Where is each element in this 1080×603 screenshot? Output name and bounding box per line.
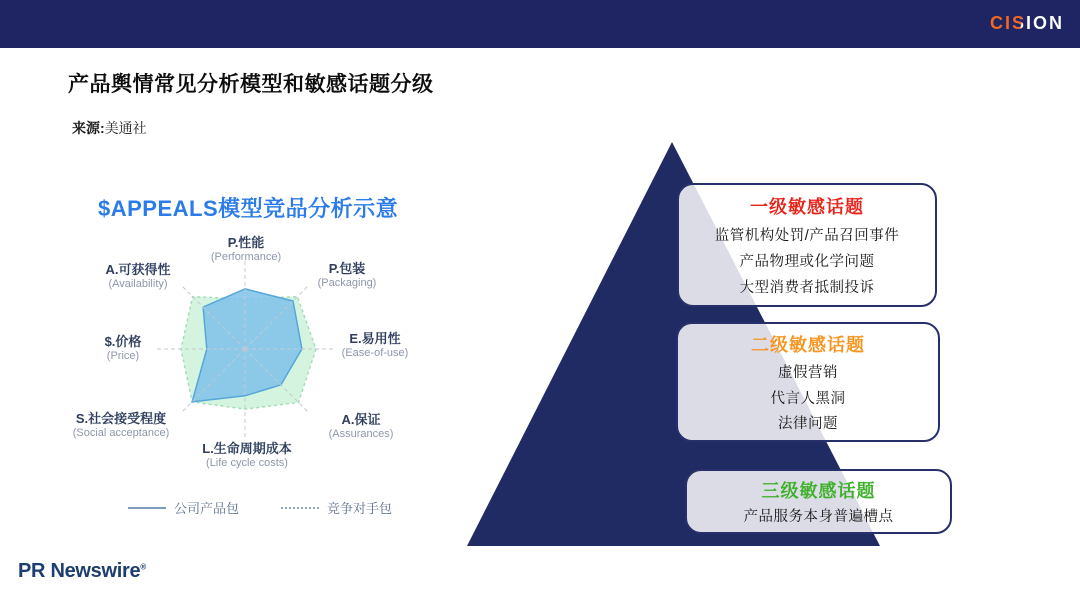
axis-label-price: $.价格 (Price) (104, 334, 142, 362)
cision-logo: CISION (989, 13, 1064, 33)
source-label: 来源: (72, 120, 105, 136)
legend-line-dashed (281, 507, 319, 509)
level-3-item: 产品服务本身普遍槽点 (743, 509, 894, 526)
page-title: 产品舆情常见分析模型和敏感话题分级 (68, 73, 434, 96)
level-1-item: 监管机构处罚/产品召回事件 (714, 228, 900, 244)
source-line (72, 118, 147, 138)
radar-legend (90, 498, 430, 517)
legend-item-competitor (281, 498, 392, 517)
axis-label-social: S.社会接受程度 (Social acceptance) (72, 411, 170, 439)
level-1-item: 产品物理或化学问题 (739, 254, 875, 270)
level-2-title: 二级敏感话题 (751, 335, 865, 356)
header-bar (0, 0, 1080, 48)
axis-label-lifecycle: L.生命周期成本 (Life cycle costs) (202, 441, 292, 469)
legend-label-competitor: 竞争对手包 (327, 501, 393, 516)
level-1-item: 大型消费者抵制投诉 (739, 280, 875, 296)
level-2-item: 虚假营销 (778, 365, 838, 382)
axis-label-performance: P.性能 (Performance) (210, 235, 282, 263)
level-3-title: 三级敏感话题 (761, 480, 876, 501)
level-1-title: 一级敏感话题 (750, 197, 864, 217)
axis-label-assurances: A.保证 (Assurances) (328, 412, 394, 440)
pr-newswire-logo: PR Newswire® (18, 560, 146, 582)
axis-label-ease-of-use: E.易用性 (Ease-of-use) (341, 331, 409, 359)
radar-chart-title: $APPEALS模型竞品分析示意 (98, 196, 399, 221)
legend-line-solid (128, 507, 166, 509)
axis-label-packaging: P.包装 (Packaging) (317, 261, 377, 289)
legend-item-company (128, 498, 239, 517)
level-1-box (677, 183, 937, 307)
level-2-item: 法律问题 (778, 415, 838, 432)
level-3-box (685, 469, 952, 534)
level-2-box (676, 322, 940, 442)
registered-mark: ® (140, 562, 146, 572)
level-2-item: 代言人黑洞 (770, 390, 846, 407)
legend-label-company: 公司产品包 (173, 501, 239, 516)
source-value: 美通社 (104, 120, 147, 136)
radar-chart (70, 192, 440, 532)
axis-label-availability: A.可获得性 (Availability) (105, 262, 171, 290)
